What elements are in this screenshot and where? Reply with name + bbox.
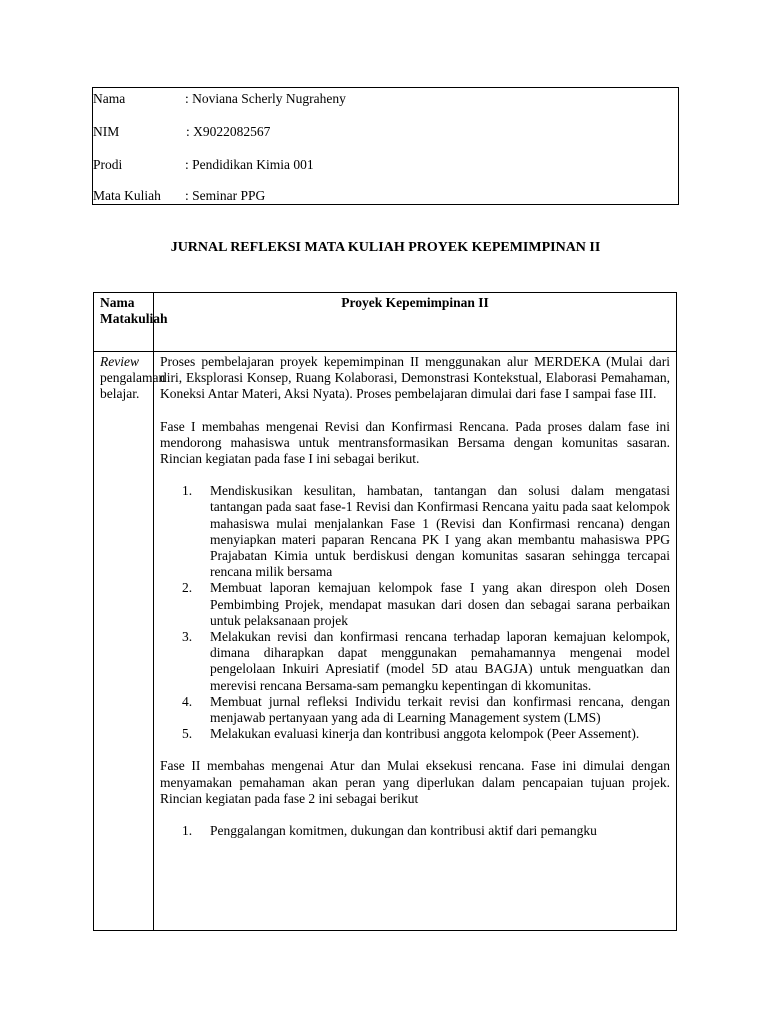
list-text: Melakukan revisi dan konfirmasi rencana terhadap laporan kemajuan kelompok, dimana diharapkan dapat menggunakan pemahamannya mengenai model pengelolaan Inkuiri Apresiatif (model 5D atau BAGJA) untuk menguatkan dan merevisi rencana Bersama-sam pemangku kepentingan di kkomunitas. xyxy=(210,629,670,693)
identity-label: Nama xyxy=(93,91,126,106)
phase2-steps xyxy=(160,823,670,839)
list-text: Membuat laporan kemajuan kelompok fase I yang akan direspon oleh Dosen Pembimbing Projek, mendapat masukan dari dosen dan sebagai sarana perbaikan untuk pelaksanaan projek xyxy=(210,580,670,628)
identity-label: Mata Kuliah xyxy=(93,188,161,203)
identity-box xyxy=(92,87,679,205)
phase1-paragraph: Fase I membahas mengenai Revisi dan Konfirmasi Rencana. Pada proses dalam fase ini mendorong mahasiswa untuk mentransformasikan Bersama dengan komunitas sasaran. Rincian kegiatan pada fase I ini sebagai berikut. xyxy=(160,418,670,467)
phase2-paragraph: Fase II membahas mengenai Atur dan Mulai eksekusi rencana. Fase ini dimulai dengan menyamakan pemahaman akan peran yang diperlukan dalam pencapaian tujuan projek. Rincian kegiatan pada fase 2 ini sebagai berikut xyxy=(160,758,670,806)
row-label-italic: Review xyxy=(100,354,139,369)
identity-label: NIM xyxy=(93,124,120,139)
identity-label: Prodi xyxy=(93,157,123,172)
table-body-row xyxy=(94,352,677,931)
list-item xyxy=(160,629,670,694)
list-number: 5. xyxy=(182,726,193,742)
review-content-inner xyxy=(160,354,670,930)
identity-row-nim xyxy=(93,123,678,141)
list-text: Membuat jurnal refleksi Individu terkait revisi dan konfirmasi rencana, dengan menjawab pertanyaan yang ada di Learning Management system (LMS) xyxy=(210,693,670,726)
list-item xyxy=(160,483,670,580)
identity-row-course xyxy=(93,187,678,205)
header-course-name: Proyek Kepemimpinan II xyxy=(154,293,677,352)
list-item xyxy=(160,726,670,742)
list-item xyxy=(160,694,670,726)
phase1-steps xyxy=(160,483,670,742)
identity-value: : Seminar PPG xyxy=(185,188,266,203)
list-number: 3. xyxy=(182,629,193,645)
table-header-row xyxy=(94,293,677,352)
intro-paragraph: Proses pembelajaran proyek kepemimpinan II menggunakan alur MERDEKA (Mulai dari diri, Eksplorasi Konsep, Ruang Kolaborasi, Demonstrasi Kontekstual, Elaborasi Pemahaman, Koneksi Antar Materi, Aksi Nyata). Proses pembelajaran dimulai dari fase I sampai fase III. xyxy=(160,354,670,402)
identity-row-prodi xyxy=(93,156,678,174)
list-number: 1. xyxy=(182,483,193,499)
header-course-label: Nama Matakuliah xyxy=(94,293,154,352)
list-text: Mendiskusikan kesulitan, hambatan, tantangan dan solusi dalam mengatasi tantangan pada saat fase-1 Revisi dan Konfirmasi Rencana yaitu pada saat kelompok mahasiswa mulai menjalankan Fase 1 (Revisi dan Konfirmasi rencana) dengan menyiapkan materi paparan Rencana PK I yang akan membantu mahasiswa PPG Prajabatan Kimia untuk berdiskusi dengan komunitas sasaran sehingga tercapai rencana milik bersama xyxy=(210,483,670,580)
list-number: 1. xyxy=(182,823,193,839)
list-item xyxy=(160,580,670,629)
list-number: 2. xyxy=(182,580,193,596)
identity-row-name xyxy=(93,90,678,108)
reflection-table xyxy=(93,292,677,931)
list-text: Melakukan evaluasi kinerja dan kontribusi anggota kelompok (Peer Assement). xyxy=(210,726,640,742)
row-label-review xyxy=(94,352,166,931)
identity-value: : Pendidikan Kimia 001 xyxy=(185,157,314,172)
identity-value: : X9022082567 xyxy=(186,124,271,139)
list-number: 4. xyxy=(182,693,193,709)
journal-title: JURNAL REFLEKSI MATA KULIAH PROYEK KEPEMIMPINAN II xyxy=(170,240,601,255)
row-label-rest: pengalaman belajar. xyxy=(100,370,166,402)
identity-value: : Noviana Scherly Nugraheny xyxy=(185,91,346,106)
list-item xyxy=(160,823,670,839)
list-text: Penggalangan komitmen, dukungan dan kontribusi aktif dari pemangku xyxy=(210,823,597,839)
review-content xyxy=(154,352,677,931)
